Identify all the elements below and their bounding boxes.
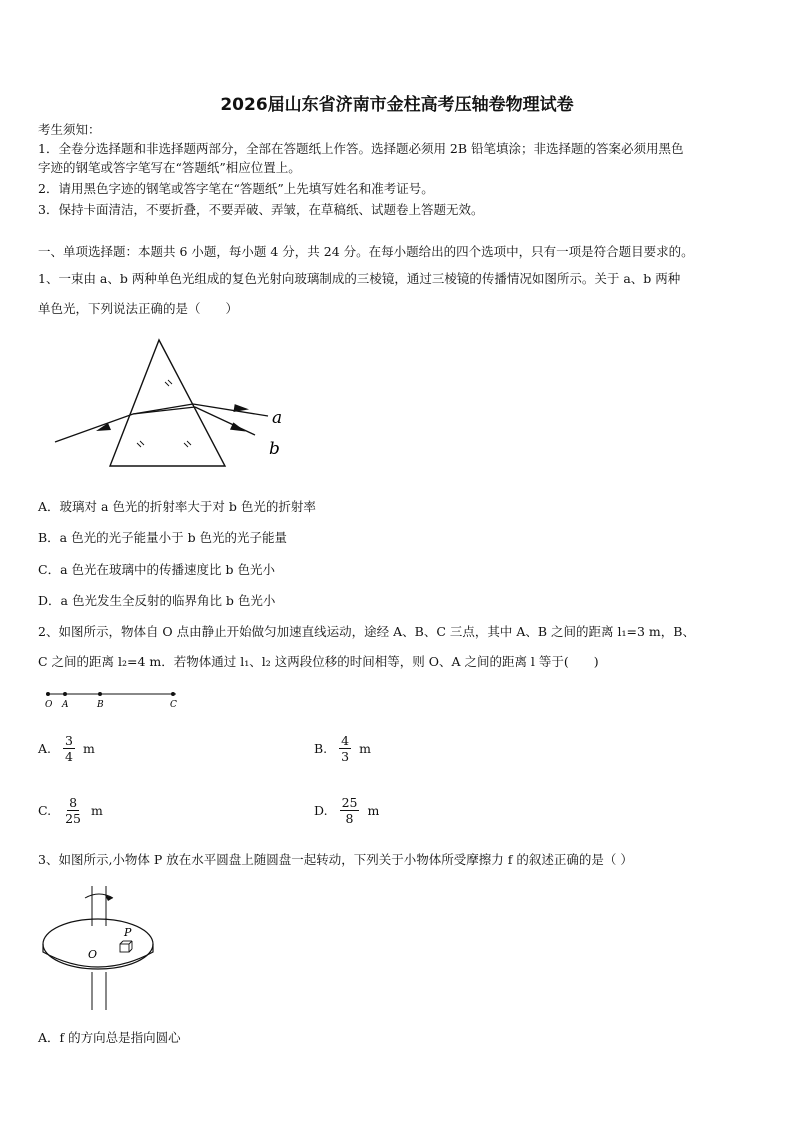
label-o: O	[88, 948, 98, 961]
notice-item: 字迹的钢笔或答字笔写在“答题纸”相应位置上。	[38, 160, 301, 175]
option-a: A．f 的方向总是指向圆心	[38, 1030, 181, 1045]
numerator: 25	[341, 795, 358, 810]
point-o	[46, 692, 50, 696]
fraction	[63, 795, 83, 826]
label-o: O	[45, 700, 53, 710]
unit: m	[91, 803, 103, 818]
point-a	[63, 692, 67, 696]
point-c	[171, 692, 175, 696]
prism-triangle	[110, 340, 225, 466]
option-b	[314, 733, 371, 764]
denominator: 3	[341, 749, 350, 764]
option-letter: B.	[314, 741, 328, 756]
label-b: B	[97, 700, 104, 710]
unit: m	[82, 741, 95, 756]
notice-heading: 考生须知：	[38, 122, 101, 137]
ray-b-inside	[133, 407, 195, 414]
option-d: D．a 色光发生全反射的临界角比 b 色光小	[38, 593, 276, 608]
disk-top	[43, 919, 153, 969]
section-heading: 一、单项选择题：本题共 6 小题，每小题 4 分，共 24 分。在每小题给出的四个选项中，只有一项是符合题目要求的。	[38, 244, 694, 259]
label-a: a	[272, 408, 283, 428]
denominator: 4	[65, 749, 73, 764]
fraction	[63, 733, 75, 764]
page-title: 2026届山东省济南市金柱高考压轴卷物理试卷	[220, 95, 574, 115]
fraction	[340, 795, 360, 826]
label-b: b	[269, 439, 280, 459]
label-c: C	[170, 700, 177, 710]
unit: m	[359, 741, 371, 756]
option-c: C．a 色光在玻璃中的传播速度比 b 色光小	[38, 562, 275, 577]
notice-item: 2．请用黑色字迹的钢笔或答字笔在“答题纸”上先填写姓名和准考证号。	[38, 181, 434, 196]
numerator: 4	[341, 733, 350, 748]
notice-item: 1．全卷分选择题和非选择题两部分，全部在答题纸上作答。选择题必须用 2B 铅笔填涂；非选择题的答案必须用黑色	[38, 141, 684, 156]
option-b: B．a 色光的光子能量小于 b 色光的光子能量	[38, 530, 288, 545]
option-d	[314, 795, 379, 826]
motion-line-figure	[40, 688, 190, 710]
glass-hatch-marks	[137, 380, 191, 447]
block-p	[120, 941, 132, 952]
option-letter: A.	[38, 741, 52, 756]
point-b	[98, 692, 102, 696]
question-2-stem: C 之间的距离 l₂=4 m．若物体通过 l₁、l₂ 这两段位移的时间相等，则 O、A 之间的距离 l 等于( )	[38, 654, 599, 669]
ray-a	[193, 404, 268, 416]
denominator: 25	[65, 811, 81, 826]
question-2-stem: 2、如图所示，物体自 O 点由静止开始做匀加速直线运动，途经 A、B、C 三点，其中 A、B 之间的距离 l₁=3 m，B、	[38, 624, 695, 639]
label-a: A	[62, 700, 69, 710]
denominator: 8	[345, 811, 354, 826]
question-1-stem: 单色光，下列说法正确的是（ ）	[38, 301, 239, 316]
question-1-stem: 1、一束由 a、b 两种单色光组成的复色光射向玻璃制成的三棱镜，通过三棱镜的传播情况如图所示。关于 a、b 两种	[38, 271, 681, 286]
prism-figure	[50, 335, 300, 470]
ray-b-arrow	[230, 422, 247, 436]
numerator: 3	[65, 733, 73, 748]
numerator: 8	[69, 795, 78, 810]
fraction	[339, 733, 351, 764]
disk-edge	[43, 944, 153, 967]
turntable-figure	[40, 886, 170, 1012]
option-a	[38, 733, 95, 764]
question-3-stem: 3、如图所示,小物体 P 放在水平圆盘上随圆盘一起转动，下列关于小物体所受摩擦力 f 的叙述正确的是（ ）	[38, 852, 633, 867]
option-a: A．玻璃对 a 色光的折射率大于对 b 色光的折射率	[38, 499, 316, 514]
unit: m	[367, 803, 380, 818]
ray-b	[195, 407, 255, 435]
notice-item: 3．保持卡面清洁，不要折叠，不要弄破、弄皱，在草稿纸、试题卷上答题无效。	[38, 202, 484, 217]
option-letter: C.	[38, 803, 52, 818]
option-c	[38, 795, 103, 826]
option-letter: D.	[314, 803, 328, 818]
label-p: P	[124, 926, 132, 939]
